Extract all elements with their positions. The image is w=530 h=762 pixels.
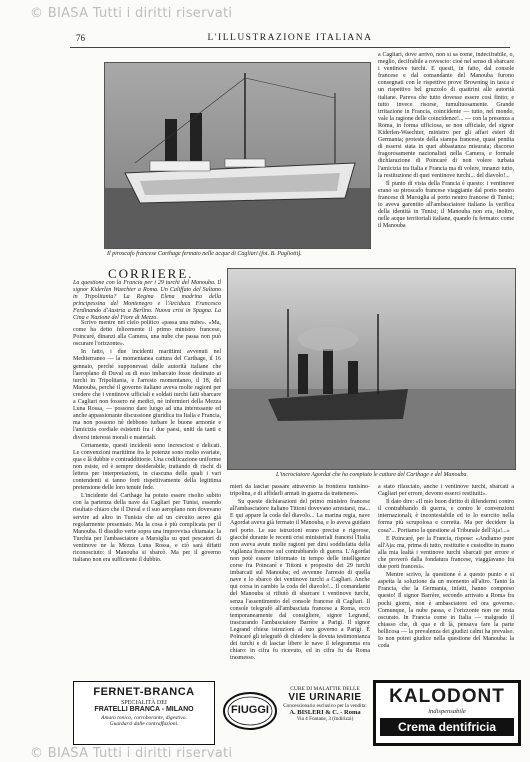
photo-caption-agordat: L'incrociatore Agordat che ha compiuto le catture del Carthage e del Manouba. xyxy=(276,472,468,478)
vie-urinarie-ad xyxy=(282,686,368,738)
photo-agordat-cruiser xyxy=(227,268,516,470)
paragraph: a Cagliari, dove arrivò, non si sa come, indecifrabile, o, meglio, decifrabile a rovescio: cioè nel senso di sbarcare i ventinove turchi. E questi, in fatto, dal console francese e dal comandante del Manouba furono consegnati con le rispettive prove Browning in tasca e un rispettivo bel gruzzolo di quattrini alle autorità italiane. Pareva che tutto dovesse essere così finito; e tutto invece risorse, tumultuosamente. Grande irritazione in Francia, coincidente — tutto, nel mondo, vale la ragione delle coincidenze!... — con la presenza a Roma, in forma ufficiosa, se non ufficiale, del signor Kiderlen-Waechter, ministro per gli affari esteri di Germania; proteste della stampa francese, quasi pentita di essersi stata in quei abbastanza misurata; discorso fragorosamente nazionalisti nella Camera, e formale dichiarazione di Poincaré di non volere turbata l'amicizia tra Italia e Francia ma di volere, innanzi tutto, la restituzione di quei ventinove turchi... del diavolo!... xyxy=(378,52,514,179)
paragraph: Il dato dire: «Il mio buon diritto di difendermi contro il contrabbando di guerra, e contro le convenzioni internazionali, è incontestabile ed io lo esercito nella forma più scrupolosa e corretta. Ma per decidere la cosa?... Portiamo la questione al Tribunale dell'Aja!...» xyxy=(378,499,514,534)
fernet-line4: Guardarsi dalle contraffazioni. xyxy=(109,721,179,727)
watermark-bottom: © BIASA Tutti i diritti riservati xyxy=(30,746,233,761)
kalodont-name: KALODONT xyxy=(389,686,505,707)
watermark-top: © BIASA Tutti i diritti riservati xyxy=(30,6,233,21)
article-column-3-bottom xyxy=(378,484,514,676)
vie-line1: CURE DI MALATTIE DELLE xyxy=(290,686,360,692)
paragraph: a stato rilasciato, anche i ventinove turchi, sbarcati a Cagliari per errore, devono esserci restituiti». xyxy=(378,484,514,498)
kalodont-product: Crema dentifricia xyxy=(380,718,514,736)
paragraph: Su queste dichiarazioni del primo ministro francese all'ambasciatore italiano Tittoni dovevano arrestarsi, ma... E qui appare la coda del diavolo... La marina regia, nave Agordat aveva già fermato il Manouba, e lo aveva guidato nel porto. Le sue istruzioni erano precise e rigorose, giacché durante le recenti crisi ministeriali francesi l'Italia non aveva avute molte ragioni per dirsi soddisfatta della vigilanza francese sul contrabbando di guerra. L'Agordat non potè essere informato in tempo delle intelligenze corse fra Poincaré e Tittoni e proposito dei 29 turchi imbarcati sul Manouba; ed avvenne l'arresto di quella nave e lo sbarco dei ventinove turchi a Cagliari. Anche qui corsa in cambio la coda del diavolo!... Il comandante del Manouba si rifiutò di sbarcare i ventinove turchi, senza l'assentimento del console francese di Cagliari. Il console telegrafò all'ambasciata francese a Roma, ecco temporaneamente dal consigliere, signor Legrand, trascurando l'ambasciatore Barrère a Parigi. Il signor Legrand chiese istruzioni al suo governo a Parigi. È Poincaré gli telegrafò di chiedere la dovuta testimonianza dei turchi e di lasciar libere le nave il telegramma era chiaro: in cifra fu ricevuto, ed in cifra fu da Roma trasmesso. xyxy=(230,499,370,662)
article-column-3-top xyxy=(378,52,514,262)
page-number: 76 xyxy=(76,33,85,43)
kalodont-ad xyxy=(373,680,521,746)
fiuggi-name: FIUGGI xyxy=(231,704,269,716)
paragraph: Il punto di vista della Francia è questo: i ventinove erano su piroscafo francese viaggiante dal porto neutro francese di Marsiglia al porto neutro francese di Tunisi; io aveva garentito all'ambasciatore italiano la verifica della identità in Tunisi; il Manouba non era, inoltre, nelle acque territoriali italiane, quando fu fermato: come il Manouba xyxy=(378,180,514,230)
photo-caption-carthage: Il piroscafo francese Carthage fermato nelle acque di Cagliari (fot. B. Pagliotti). xyxy=(107,251,302,257)
fernet-branca-ad xyxy=(73,681,215,745)
fernet-line1: SPECIALITÀ DEI xyxy=(121,700,167,706)
paragraph: L'incidente del Carthage ha potuto essere risolto subito con la partenza della nave da Cagliari per Tunisi, essendo risultato chiaro che il Duval e il suo aeroplano non dovevano servire ad altro in Tunisia che ad un circuito aereo già regolarmente presentato. Ma la cosa è più complicata per il Manouba. Il dissidio verte sopra una improvvisa chiamata: la Turchia per l'ambasciatore a Marsiglia su quei pescatori di ventinove ne la Mezza Luna Rossa, e ciò sarà difatti riconosciuto: il Manouba si sbarcò. Ma per il governo italiano non era sufficiente il dubbio. xyxy=(73,493,221,564)
cruiser-illustration xyxy=(228,269,515,469)
paragraph: Mentre scrivo, la questione è a questo punto e si aspetta la soluzione da un momento all'altro. Tanto la Francia, che la Germania, infatti, hanno compreso questo! Il signor Barrère, secondo arrivato a Roma fra pochi giorni, non è ambasciatore ed ora governo. Comunque, la nube passa, e l'orizzonte non ne resta oscurato. In Francia come in Italia — malgrado il chiasso che, di qua e di là, pensava fare la parte bellicosa — la prevalenza dei giudizi calmi ha prevalso. Io non potrei giudice nella questione del Manouba: la coda xyxy=(378,572,514,650)
page-header xyxy=(70,33,510,48)
vie-line3: A. BISLERI & C. - Roma xyxy=(289,709,361,716)
paragraph: Scrivo mentre nel cielo politico «passa una nube». «Ma, come ha detto felicemente il primo ministro francese, Poincaré, dinanzi alla Camera, una nube che passa non può oscurare l'orizzonte». xyxy=(73,320,221,348)
paragraph: E Poincaré, per la Francia, rispose: «Andiamo pure all'Aja: ma, prima di tutto, restituite e custodite in mano alla mia lealtà i ventinove turchi sbarcati per errore e che proverò dalla fondatura francese, viaggiavano fra due porti francesi». xyxy=(378,535,514,571)
paragraph: mieri da lasciar passare attraverso la frontiera tunisino-tripolina, e di affidarli armati in guerra da trattenere». xyxy=(230,484,370,498)
fernet-line2: FRATELLI BRANCA - MILANO xyxy=(94,706,194,713)
paragraph: Certamente, questi incidenti sono incresciosi e delicati. Le convenzioni marittime fra le potenze sono molto svariate, qua e là dubbie e contraddittorie. Una codificazione uniforme non esiste, ed è sempre desiderabile, trattando di rischi di lettera per interpretazioni, in ciascuna delle quali i vari contendenti si tanno forti rispettivamente della legittima pretensione delle loro tenute fede. xyxy=(73,442,221,492)
ship-illustration xyxy=(105,63,370,248)
vie-line2: Concessionario esclusivo per la vendita: xyxy=(283,703,367,709)
photo-carthage-ship xyxy=(104,62,371,249)
fernet-line3: Amaro tonico, corroborante, digestivo. xyxy=(101,715,187,721)
vie-title: VIE URINARIE xyxy=(288,692,362,703)
kalodont-tag: indispensabile xyxy=(428,708,466,715)
running-title: L'ILLUSTRAZIONE ITALIANA xyxy=(207,33,373,43)
paragraph: In fatto, i due incidenti marittimi avvenuti nel Mediterraneo — la momentanea cattura del Carthage, il 16 gennaio, perché supponevasi dalle autorità italiane che l'aeroplano di Duval su di esso imbarcato fosse destinato ai turchi in Tripolitania, e l'arresto momentaneo, il 18, del Manouba, perché il governo italiano aveva molte ragioni per credere che i ventinove ufficiali e soldati turchi fatti sbarcare a Cagliari non fossero nè medici, nè infermieri della Mezza Luna Rossa, — possono dare luogo ad una interessante ed anche appassionante discussione giuridica tra Italia e Francia, ma non possono nè debbono turbare le buone armonie e l'amicizia cordiale esistenti fra i due paesi, uniti da tanti e diversi interessi morali e materiali. xyxy=(73,349,221,441)
article-title: CORRIERE. xyxy=(108,266,194,281)
article-column-1 xyxy=(73,320,221,652)
fiuggi-ad xyxy=(222,683,278,739)
vie-line4: Via 4 Fontane, 3 (Indirizzi) xyxy=(296,716,354,722)
article-subtitle: La questione con la Francia per i 29 turchi del Manouba. Il signor Kiderlen Waechter a Roma. Un Califfato del Sultano in Tripolitania? La Regina Elena madrina della principessina del Montenegro e l'Arciduca Francesco Ferdinando d'Austria a Berlino. Nuova crisi in Spagna. La Cina e Nazione del Fiore di Mezzo. xyxy=(73,280,221,321)
fernet-branca-name: FERNET-BRANCA xyxy=(93,686,195,698)
